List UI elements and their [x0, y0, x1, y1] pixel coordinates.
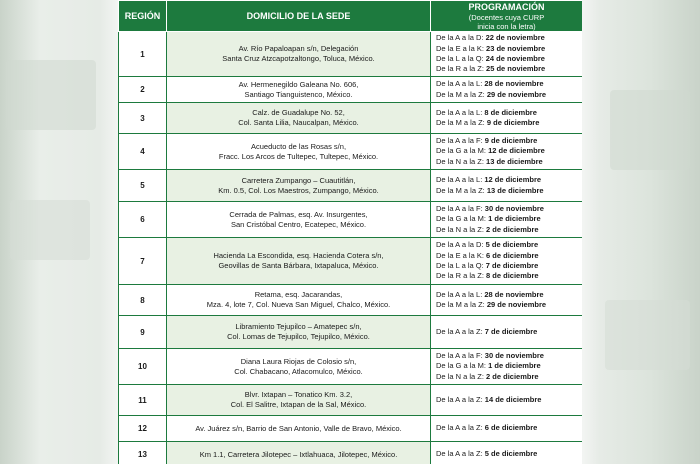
- table-header-row: [119, 1, 583, 32]
- letter-range: De la M a la Z:: [436, 185, 487, 195]
- schedule-line: [436, 136, 582, 146]
- schedule-date: 1 de diciembre: [488, 214, 541, 224]
- schedule-line: [436, 146, 582, 156]
- address-line: Diana Laura Riojas de Colosio s/n,: [240, 356, 357, 366]
- address-line: Cerrada de Palmas, esq. Av. Insurgentes,: [229, 209, 368, 219]
- schedule-cell: [431, 416, 583, 442]
- table-row: [119, 349, 583, 385]
- address-line: Col. Lomas de Tejupilco, Tejupilco, México.: [227, 332, 370, 341]
- address-line: Hacienda La Escondida, esq. Hacienda Cotera s/n,: [213, 251, 384, 260]
- address-line: San Cristóbal Centro, Ecatepec, México.: [230, 219, 367, 229]
- letter-range: De la A a la L:: [436, 289, 485, 299]
- letter-range: De la A a la D:: [436, 33, 486, 43]
- schedule-date: 30 de noviembre: [484, 203, 544, 213]
- schedule-line: [436, 157, 582, 167]
- schedule-line: [436, 290, 582, 300]
- address-line: Km. 0.5, Col. Los Maestros, Zumpango, México.: [218, 185, 379, 195]
- letter-range: De la N a la Z:: [436, 156, 487, 166]
- schedule-line: [436, 118, 582, 128]
- schedule-date: 6 de diciembre: [484, 423, 538, 433]
- schedule-cell: [431, 32, 583, 77]
- letter-range: De la G a la M:: [436, 214, 489, 224]
- schedule-line: [436, 214, 582, 224]
- letter-range: De la L a la Q:: [436, 261, 486, 270]
- letter-range: De la M a la Z:: [436, 300, 487, 309]
- schedule-cell: [431, 134, 583, 170]
- schedule-line: [436, 186, 582, 196]
- region-number: 10: [119, 349, 167, 385]
- letter-range: De la A a la L:: [436, 79, 485, 89]
- schedule-cell: [431, 170, 583, 202]
- schedule-cell: [431, 202, 583, 238]
- schedule-line: [436, 33, 582, 43]
- region-number: 11: [119, 385, 167, 416]
- table-row: [119, 442, 583, 464]
- region-number: 7: [119, 238, 167, 285]
- schedule-date: 6 de diciembre: [486, 250, 539, 260]
- schedule-date: 29 de noviembre: [486, 89, 547, 99]
- table-row: [119, 77, 583, 103]
- schedule-cell: [431, 385, 583, 416]
- schedule-date: 12 de diciembre: [488, 146, 545, 156]
- schedule-line: [436, 90, 582, 100]
- schedule-line: [436, 54, 582, 64]
- letter-range: De la R a la Z:: [436, 64, 487, 74]
- letter-range: De la G a la M:: [436, 146, 489, 156]
- letter-range: De la N a la Z:: [436, 371, 487, 381]
- schedule-line: [436, 271, 582, 281]
- region-number: 5: [119, 170, 167, 202]
- schedule-line: [436, 79, 582, 89]
- schedule-date: 1 de diciembre: [488, 361, 541, 371]
- header-address: DOMICILIO DE LA SEDE: [167, 1, 431, 32]
- schedule-line: [436, 225, 582, 235]
- region-number: 2: [119, 77, 167, 103]
- venue-address: [167, 103, 431, 134]
- schedule-line: [436, 204, 582, 214]
- address-line: Av. Juárez s/n, Barrio de San Antonio, Valle de Bravo, México.: [195, 423, 402, 433]
- schedule-line: [436, 327, 582, 337]
- address-line: Col. Santa Lilia, Naucalpan, México.: [238, 118, 359, 127]
- schedule-date: 9 de diciembre: [486, 118, 540, 127]
- letter-range: De la G a la M:: [436, 361, 489, 371]
- venue-address: [167, 170, 431, 202]
- letter-range: De la M a la Z:: [436, 89, 487, 99]
- schedule-table: [118, 0, 582, 464]
- letter-range: De la E a la K:: [436, 43, 487, 53]
- table-row: [119, 316, 583, 349]
- letter-range: De la A a la D:: [436, 240, 486, 250]
- venue-address: [167, 202, 431, 238]
- schedule-date: 8 de diciembre: [484, 107, 537, 117]
- header-region: REGIÓN: [119, 1, 167, 32]
- schedule-cell: [431, 442, 583, 464]
- schedule-date: 28 de noviembre: [484, 79, 544, 89]
- schedule-date: 23 de noviembre: [486, 43, 546, 53]
- address-line: Retama, esq. Jacarandas,: [254, 290, 343, 299]
- schedule-cell: [431, 285, 583, 316]
- venue-address: [167, 238, 431, 285]
- schedule-line: [436, 361, 582, 371]
- letter-range: De la A a la L:: [436, 175, 485, 185]
- schedule-date: 8 de diciembre: [486, 271, 539, 281]
- table-row: [119, 416, 583, 442]
- letter-range: De la A a la Z:: [436, 326, 485, 336]
- schedule-date: 14 de diciembre: [484, 394, 542, 404]
- venue-address: [167, 385, 431, 416]
- letter-range: De la A a la F:: [436, 350, 485, 360]
- schedule-document: [118, 0, 582, 464]
- header-program: PROGRAMACIÓN (Docentes cuya CURP inicia con la letra): [431, 1, 583, 32]
- letter-range: De la A a la L:: [436, 107, 485, 117]
- letter-range: De la A a la Z:: [436, 449, 485, 459]
- region-number: 12: [119, 416, 167, 442]
- schedule-date: 12 de diciembre: [484, 175, 542, 185]
- schedule-date: 7 de diciembre: [484, 326, 538, 336]
- schedule-line: [436, 423, 582, 433]
- table-row: [119, 385, 583, 416]
- table-body: [119, 32, 583, 464]
- schedule-line: [436, 449, 582, 459]
- letter-range: De la E a la K:: [436, 250, 487, 260]
- schedule-date: 5 de diciembre: [485, 240, 539, 250]
- schedule-date: 29 de noviembre: [486, 300, 547, 309]
- schedule-line: [436, 44, 582, 54]
- schedule-date: 13 de diciembre: [486, 185, 544, 195]
- table-row: [119, 238, 583, 285]
- schedule-date: 24 de noviembre: [485, 54, 545, 63]
- address-line: Mza. 4, lote 7, Col. Nueva San Miguel, Chalco, México.: [206, 300, 391, 309]
- schedule-date: 25 de noviembre: [486, 64, 546, 74]
- venue-address: [167, 316, 431, 349]
- table-row: [119, 170, 583, 202]
- region-number: 3: [119, 103, 167, 134]
- region-number: 8: [119, 285, 167, 316]
- letter-range: De la M a la Z:: [436, 118, 487, 127]
- table-row: [119, 285, 583, 316]
- table-row: [119, 32, 583, 77]
- schedule-cell: [431, 238, 583, 285]
- schedule-date: 30 de noviembre: [484, 350, 544, 360]
- venue-address: [167, 134, 431, 170]
- address-line: Carretera Zumpango – Cuautitlán,: [241, 175, 356, 185]
- schedule-line: [436, 261, 582, 271]
- schedule-line: [436, 300, 582, 310]
- region-number: 13: [119, 442, 167, 464]
- letter-range: De la A a la F:: [436, 135, 485, 145]
- letter-range: De la R a la Z:: [436, 271, 487, 281]
- venue-address: [167, 416, 431, 442]
- schedule-cell: [431, 103, 583, 134]
- address-line: Km 1.1, Carretera Jilotepec – Ixtlahuaca, Jilotepec, México.: [199, 449, 398, 459]
- schedule-date: 28 de noviembre: [484, 289, 544, 299]
- schedule-date: 13 de diciembre: [486, 156, 543, 166]
- schedule-line: [436, 108, 582, 118]
- venue-address: [167, 349, 431, 385]
- address-line: Santa Cruz Atzcapotzaltongo, Toluca, México.: [222, 54, 375, 63]
- schedule-cell: [431, 77, 583, 103]
- schedule-line: [436, 372, 582, 382]
- schedule-cell: [431, 316, 583, 349]
- schedule-date: 7 de diciembre: [485, 261, 539, 270]
- schedule-line: [436, 240, 582, 250]
- region-number: 4: [119, 134, 167, 170]
- address-line: Santiago Tianguistenco, México.: [244, 89, 353, 99]
- region-number: 6: [119, 202, 167, 238]
- schedule-line: [436, 351, 582, 361]
- schedule-line: [436, 175, 582, 185]
- address-line: Calz. de Guadalupe No. 52,: [252, 108, 345, 117]
- address-line: Libramiento Tejupilco – Amatepec s/n,: [235, 322, 362, 331]
- address-line: Av. Hermenegildo Galeana No. 606,: [238, 79, 359, 89]
- letter-range: De la A a la F:: [436, 203, 485, 213]
- schedule-date: 22 de noviembre: [485, 33, 545, 43]
- region-number: 1: [119, 32, 167, 77]
- address-line: Fracc. Los Arcos de Tultepec, Tultepec, México.: [218, 151, 379, 161]
- table-row: [119, 202, 583, 238]
- schedule-line: [436, 395, 582, 405]
- address-line: Col. Chabacano, Atlacomulco, México.: [234, 366, 363, 376]
- schedule-date: 9 de diciembre: [484, 135, 538, 145]
- letter-range: De la A a la Z:: [436, 394, 485, 404]
- schedule-date: 2 de diciembre: [486, 224, 539, 234]
- schedule-date: 5 de diciembre: [484, 449, 538, 459]
- table-row: [119, 103, 583, 134]
- address-line: Blvr. Ixtapan – Tonatico Km. 3.2,: [244, 390, 353, 399]
- schedule-line: [436, 64, 582, 74]
- letter-range: De la N a la Z:: [436, 224, 487, 234]
- region-number: 9: [119, 316, 167, 349]
- address-line: Geovillas de Santa Bárbara, Ixtapaluca, México.: [218, 261, 379, 270]
- address-line: Av. Río Papaloapan s/n, Delegación: [238, 44, 359, 53]
- schedule-cell: [431, 349, 583, 385]
- letter-range: De la A a la Z:: [436, 423, 485, 433]
- schedule-line: [436, 251, 582, 261]
- address-line: Acueducto de las Rosas s/n,: [250, 141, 347, 151]
- letter-range: De la L a la Q:: [436, 54, 486, 63]
- venue-address: [167, 442, 431, 464]
- venue-address: [167, 32, 431, 77]
- venue-address: [167, 77, 431, 103]
- venue-address: [167, 285, 431, 316]
- address-line: Col. El Salitre, Ixtapan de la Sal, México.: [230, 400, 367, 409]
- schedule-date: 2 de diciembre: [486, 371, 539, 381]
- table-row: [119, 134, 583, 170]
